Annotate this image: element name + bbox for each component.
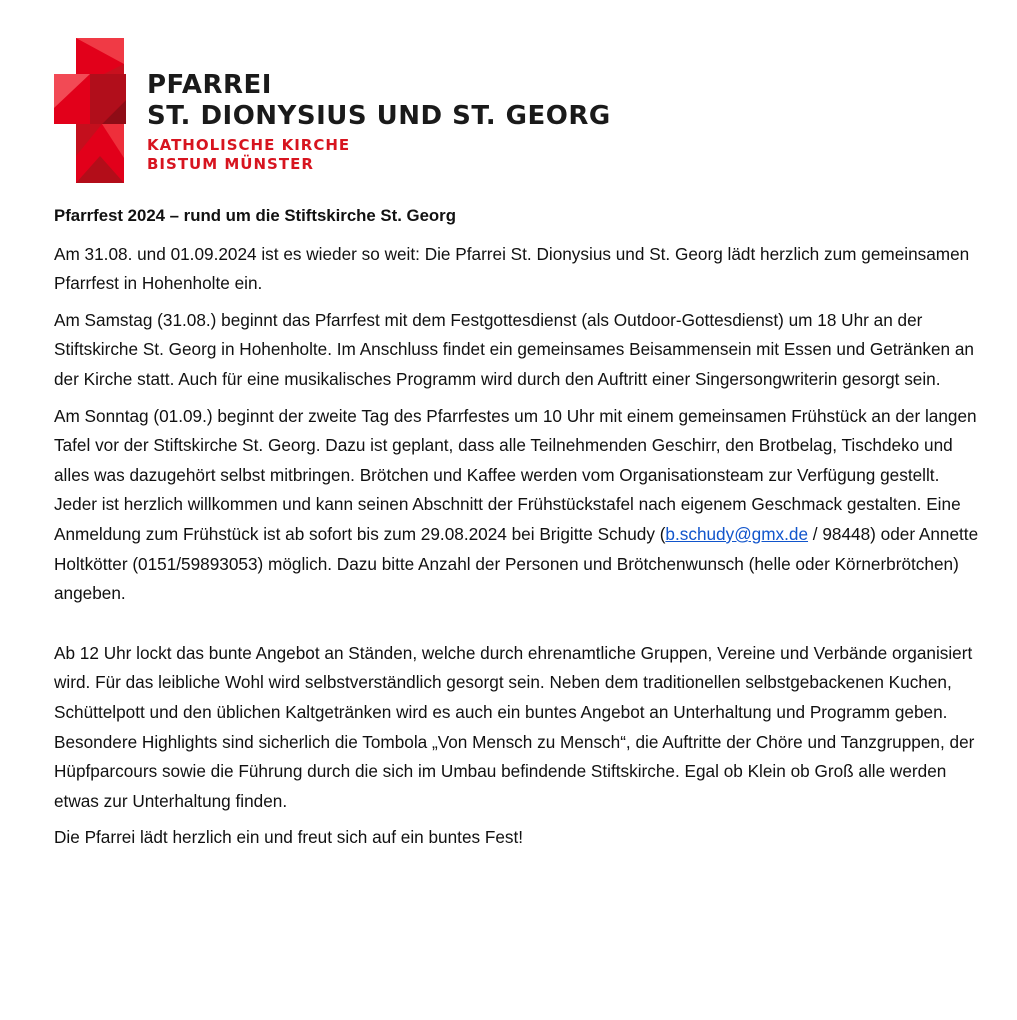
- paragraph-sunday-text-1: Am Sonntag (01.09.) beginnt der zweite Tag des Pfarrfestes um 10 Uhr mit einem gemeinsamen Frühstück an der langen Tafel vor der Stiftskirche St. Georg. Dazu ist geplant, dass alle Teilnehmenden Geschirr, den Brotbelag, Tischdeko und alles was dazugehört selbst mitbringen. Brötchen und Kaffee werden vom Organisationsteam zur Verfügung gestellt. Jeder ist herzlich willkommen und kann seinen Abschnitt der Frühstückstafel nach eigenem Geschmack gestalten. Eine Anmeldung zum Frühstück ist ab sofort bis zum 29.08.2024 bei Brigitte Schudy (: [54, 405, 977, 544]
- paragraph-sunday-text-2: / 98448) oder Annette Holtkötter (0151/59893053) möglich. Dazu bitte Anzahl der Personen und Brötchenwunsch (helle oder Körnerbrötchen) angeben.: [54, 523, 979, 604]
- red-cross-mosaic-icon: [54, 38, 126, 183]
- article-headline: Pfarrfest 2024 – rund um die Stiftskirche St. Georg: [54, 206, 456, 225]
- paragraph-saturday: Am Samstag (31.08.) beginnt das Pfarrfest mit dem Festgottesdienst (als Outdoor-Gottesdienst) um 18 Uhr an der Stiftskirche St. Georg in Hohenholte. Im Anschluss findet ein gemeinsames Beisammensein mit Essen und Getränken an der Kirche statt. Auch für eine musikalisches Programm wird durch den Auftritt einer Singersongwriterin gesorgt sein.: [54, 309, 974, 389]
- org-title-line1: PFARREI: [147, 70, 272, 100]
- org-title-line2: ST. DIONYSIUS UND ST. GEORG: [147, 101, 611, 131]
- article: [54, 201, 984, 860]
- org-subtitle-line1: KATHOLISCHE KIRCHE: [147, 136, 351, 154]
- paragraph-closing: Die Pfarrei lädt herzlich ein und freut sich auf ein buntes Fest!: [54, 827, 524, 848]
- paragraph-intro: Am 31.08. und 01.09.2024 ist es wieder so weit: Die Pfarrei St. Dionysius und St. Georg lädt herzlich zum gemeinsamen Pfarrfest in Hohenholte ein.: [54, 243, 970, 294]
- organization-name: [147, 70, 611, 174]
- paragraph-sunday: [54, 402, 984, 609]
- paragraph-program: Ab 12 Uhr lockt das bunte Angebot an Ständen, welche durch ehrenamtliche Gruppen, Vereine und Verbände organisiert wird. Für das leibliche Wohl wird selbstverständlich gesorgt sein. Neben dem traditionellen selbstgebackenen Kuchen, Schüttelpott und den üblichen Kaltgetränken wird es auch ein buntes Angebot an Unterhaltung und Programm geben. Besondere Highlights sind sicherlich die Tombola „Von Mensch zu Mensch“, die Auftritte der Chöre und Tanzgruppen, der Hüpfparcours sowie die Führung durch die sich im Umbau befindende Stiftskirche. Egal ob Klein ob Groß alle werden etwas zur Unterhaltung finden.: [54, 642, 975, 811]
- org-subtitle-line2: BISTUM MÜNSTER: [147, 155, 314, 173]
- email-link[interactable]: b.schudy@gmx.de: [665, 523, 809, 544]
- header: [54, 38, 654, 183]
